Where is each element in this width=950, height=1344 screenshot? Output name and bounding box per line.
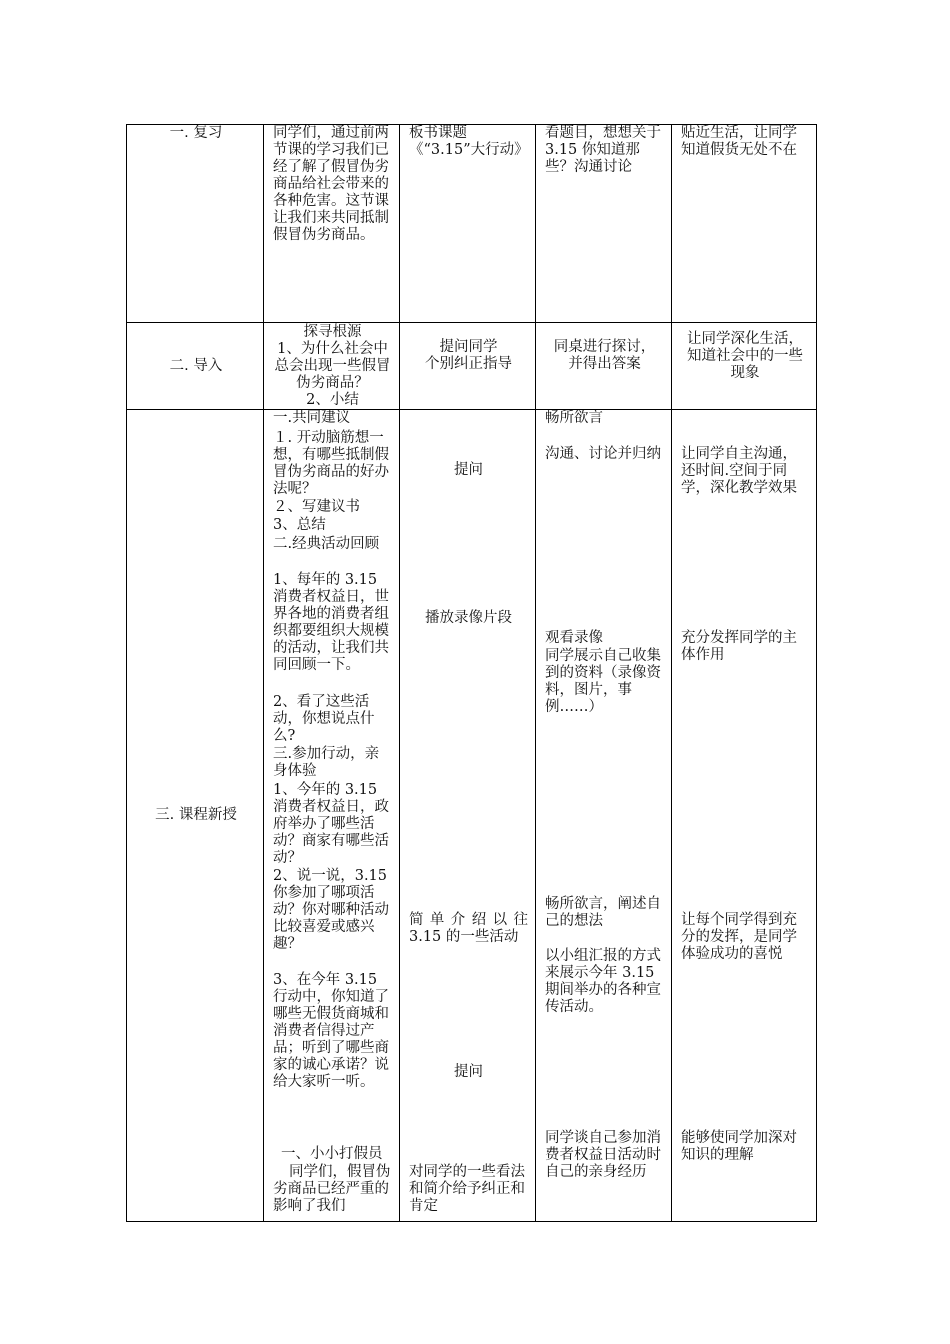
content-line: 1、为什么社会中总会出现一些假冒伪劣商品？ xyxy=(274,341,391,391)
teacher-line: 简单介绍以往 3.15 的一些活动 xyxy=(409,912,528,945)
content-line: 3、总结 xyxy=(273,517,326,533)
content-line: １. 开动脑筋想一想，有哪些抵制假冒伪劣商品的好办法呢？ xyxy=(273,430,389,497)
lesson-plan-table xyxy=(126,124,817,1222)
student-line: 以小组汇报的方式来展示今年 3.15 期间举办的各种宣传活动。 xyxy=(545,948,661,1015)
teacher-cell xyxy=(400,323,536,410)
content-cell xyxy=(264,323,400,410)
table-row-review xyxy=(127,125,817,323)
table-row-new-lesson xyxy=(127,410,817,1222)
content-line: 同学们，假冒伪劣商品已经严重的影响了我们 xyxy=(273,1164,391,1214)
stage-cell: 二. 导入 xyxy=(127,323,264,410)
content-cell xyxy=(264,410,400,1222)
teacher-line: 板书课题 xyxy=(409,125,467,141)
intent-line: 让同学自主沟通，还时间.空间于同学，深化教学效果 xyxy=(681,446,797,496)
content-cell: 同学们，通过前两节课的学习我们已经了解了假冒伪劣商品给社会带来的各种危害。这节课让我们来共同抵制假冒伪劣商品。 xyxy=(264,125,400,323)
table-row-intro xyxy=(127,323,817,410)
content-line: ２、写建议书 xyxy=(273,499,360,515)
teacher-line: 提问 xyxy=(454,462,483,478)
teacher-line: 对同学的一些看法和简介给予纠正和肯定 xyxy=(409,1164,525,1214)
teacher-line: 播放录像片段 xyxy=(425,610,512,626)
intent-cell: 贴近生活，让同学知道假货无处不在 xyxy=(672,125,817,323)
content-line: 探寻根源 xyxy=(303,324,362,340)
teacher-cell xyxy=(400,125,536,323)
content-line: 一.共同建议 xyxy=(273,410,351,426)
student-cell xyxy=(536,323,672,410)
student-line: 并得出答案 xyxy=(568,356,641,372)
intent-line: 能够使同学加深对知识的理解 xyxy=(681,1130,797,1163)
student-cell xyxy=(536,410,672,1222)
student-line: 同桌进行探讨， xyxy=(553,339,656,355)
intent-line: 让每个同学得到充分的发挥，是同学体验成功的喜悦 xyxy=(681,912,797,962)
student-line: 同学展示自己收集到的资料（录像资料，图片，事例……） xyxy=(545,648,661,715)
intent-line: 充分发挥同学的主体作用 xyxy=(681,630,797,663)
student-cell: 看题目，想想关于 3.15 你知道那些？沟通讨论 xyxy=(536,125,672,323)
student-line: 畅所欲言，阐述自己的想法 xyxy=(545,896,661,929)
content-line: 2、小结 xyxy=(306,392,359,408)
content-line: 三.参加行动，亲身体验 xyxy=(273,746,380,779)
stage-cell: 一. 复习 xyxy=(127,125,264,323)
student-line: 畅所欲言 xyxy=(545,410,603,426)
teacher-line: 提问同学 xyxy=(439,339,498,355)
content-line: 1、今年的 3.15 消费者权益日，政府举办了哪些活动？商家有哪些活动？ xyxy=(273,782,389,866)
content-line: 1、每年的 3.15 消费者权益日，世界各地的消费者组织都要组织大规模的活动，让我们共同回顾一下。 xyxy=(273,572,389,673)
teacher-line: 个别纠正指导 xyxy=(425,356,512,372)
student-line: 观看录像 xyxy=(545,630,603,646)
content-line: 一、小小打假员 xyxy=(281,1146,383,1162)
teacher-line: 《“3.15”大行动》 xyxy=(409,142,529,158)
stage-cell: 三. 课程新授 xyxy=(127,410,264,1222)
intent-cell xyxy=(672,410,817,1222)
content-line: 3、在今年 3.15 行动中，你知道了哪些无假货商城和消费者信得过产品；听到了哪些商家的诚心承诺？说给大家听一听。 xyxy=(273,972,389,1090)
intent-cell: 让同学深化生活，知道社会中的一些现象 xyxy=(672,323,817,410)
student-line: 同学谈自己参加消费者权益日活动时自己的亲身经历 xyxy=(545,1130,661,1180)
teacher-line: 提问 xyxy=(454,1064,483,1080)
teacher-cell xyxy=(400,410,536,1222)
student-line: 沟通、讨论并归纳 xyxy=(545,446,661,462)
content-line: 二.经典活动回顾 xyxy=(273,536,380,552)
content-line: 2、说一说，3.15 你参加了哪项活动？你对哪种活动比较喜爱或感兴趣？ xyxy=(273,868,389,952)
content-line: 2、看了这些活动，你想说点什么? xyxy=(273,694,375,744)
